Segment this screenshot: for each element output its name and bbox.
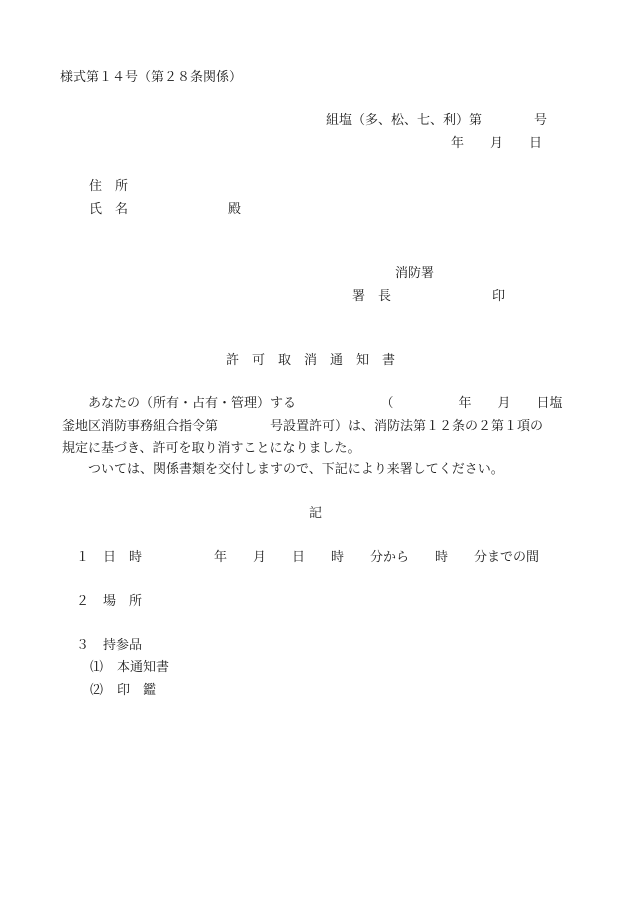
form-number: 様式第１４号（第２８条関係）	[60, 70, 243, 85]
item-number: １	[76, 550, 90, 565]
item-label: 日 時	[103, 550, 143, 565]
item-label: 持参品	[103, 638, 143, 653]
sub-item-number: ⑴	[90, 660, 104, 675]
document-number: 組塩（多、松、七、利）第 号	[326, 113, 548, 128]
document-title: 許 可 取 消 通 知 書	[226, 353, 396, 368]
ki-heading: 記	[309, 506, 323, 521]
sub-item-label: 本通知書	[117, 660, 170, 675]
issue-date: 年 月 日	[451, 136, 543, 151]
item-number: ３	[76, 638, 90, 653]
body-line-4: ついては、関係書類を交付しますので、下記により来署してください。	[88, 462, 504, 477]
item-number: ２	[76, 594, 90, 609]
sub-item-label: 印 鑑	[117, 683, 157, 698]
seal-mark: 印	[492, 289, 506, 304]
recipient-name-label: 氏 名	[89, 202, 129, 217]
item-label: 場 所	[103, 594, 143, 609]
body-line-3: 規定に基づき、許可を取り消すことになりました。	[62, 441, 361, 456]
body-line-1: あなたの（所有・占有・管理）する （ 年 月 日塩	[88, 396, 563, 411]
sub-item-number: ⑵	[90, 683, 104, 698]
station-chief-label: 署 長	[352, 289, 392, 304]
datetime-value: 年 月 日 時 分から 時 分までの間	[214, 550, 540, 565]
recipient-address-label: 住 所	[89, 179, 129, 194]
body-line-2: 釜地区消防事務組合指令第 号設置許可）は、消防法第１２条の２第１項の	[62, 419, 544, 434]
recipient-honorific: 殿	[228, 202, 242, 217]
fire-station-name: 消防署	[395, 266, 435, 281]
